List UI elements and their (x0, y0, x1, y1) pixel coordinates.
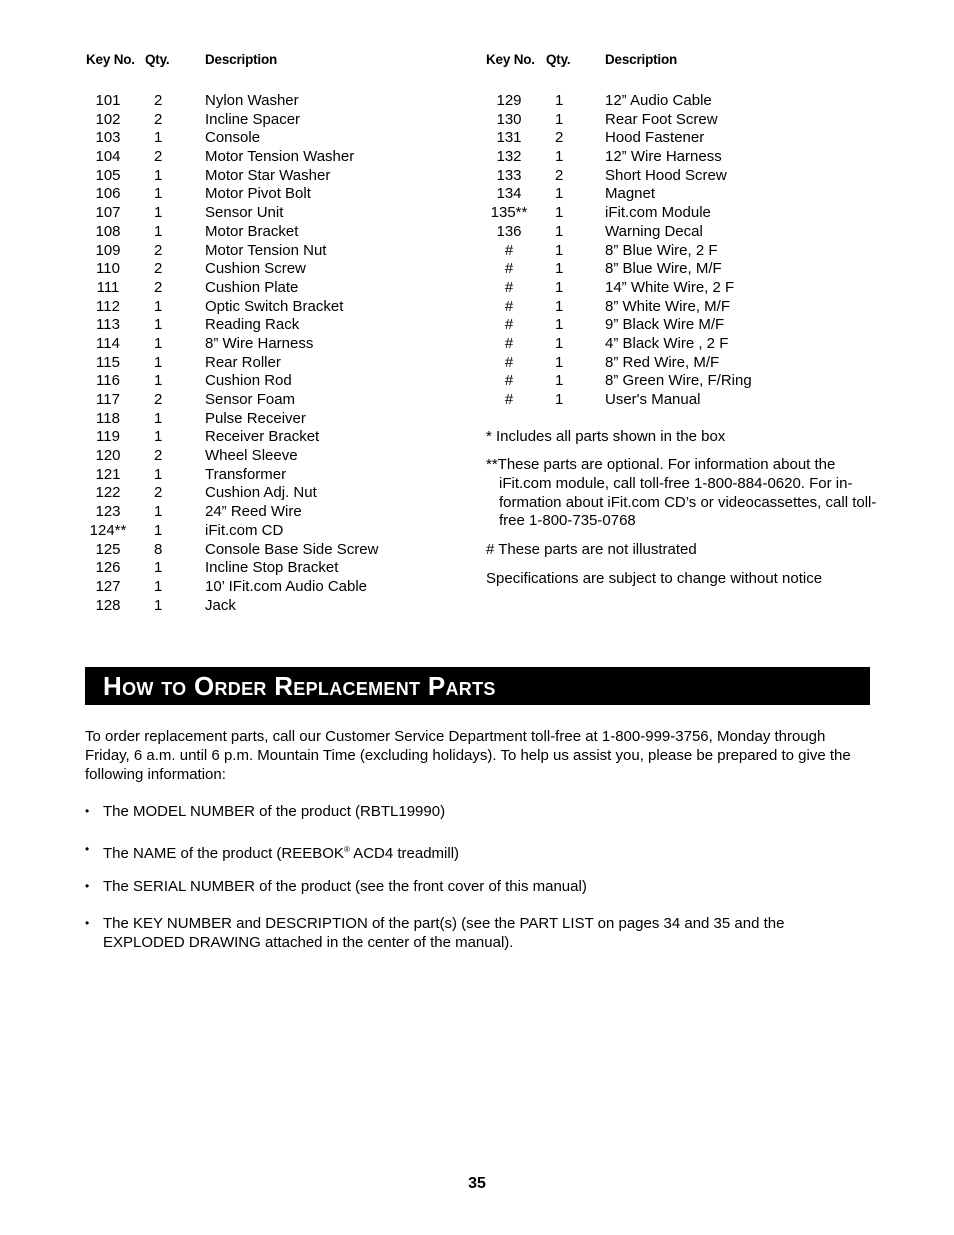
section-banner (85, 667, 870, 705)
part-description: Jack (205, 596, 236, 614)
part-quantity: 1 (154, 596, 163, 614)
part-key-number: # (504, 391, 514, 408)
part-key-number: 114 (96, 334, 120, 352)
part-description: Transformer (205, 465, 287, 483)
part-row (486, 372, 886, 391)
part-key-number: 126 (95, 559, 121, 577)
part-description: 12” Wire Harness (605, 148, 722, 166)
part-row (86, 279, 466, 298)
part-row (86, 428, 466, 447)
part-quantity: 2 (154, 92, 163, 109)
part-key-number: 107 (95, 204, 121, 222)
part-description: Cushion Adj. Nut (205, 484, 317, 502)
part-quantity: 1 (555, 148, 564, 166)
part-description: iFit.com Module (605, 204, 711, 222)
part-description: Warning Decal (605, 222, 703, 240)
part-description: Motor Tension Nut (205, 241, 327, 259)
part-row (86, 447, 466, 466)
part-quantity: 1 (555, 353, 564, 371)
part-row (486, 148, 886, 167)
part-row (86, 391, 466, 410)
part-key-number: 133 (496, 166, 522, 184)
part-quantity: 1 (154, 185, 163, 203)
part-key-number: 106 (95, 185, 121, 203)
part-quantity: 1 (154, 129, 163, 147)
part-description: Cushion Screw (205, 260, 306, 278)
section-title: How to Order Replacement Parts (103, 671, 496, 701)
part-quantity: 1 (555, 185, 564, 203)
part-row (486, 260, 886, 279)
qty-header: Qty. (145, 52, 170, 67)
part-quantity: 2 (154, 241, 163, 259)
bullet-text: The SERIAL NUMBER of the product (see the front cover of this manual) (103, 878, 587, 895)
bullet-text-b: ACD4 treadmill) (349, 845, 460, 862)
part-quantity: 1 (154, 409, 163, 427)
part-key-number: 136 (496, 222, 522, 240)
part-quantity: 1 (555, 92, 564, 109)
part-quantity: 2 (154, 148, 163, 166)
part-quantity: 1 (555, 110, 564, 128)
bullet-text: The MODEL NUMBER of the product (RBTL19990) (103, 803, 446, 820)
part-description: Incline Spacer (205, 110, 301, 128)
description-header: Description (605, 52, 678, 67)
part-row (486, 204, 886, 223)
part-description: 8” Blue Wire, 2 F (605, 241, 718, 259)
parts-list-left (86, 52, 466, 615)
part-description: Cushion Plate (205, 278, 299, 296)
part-row (86, 354, 466, 373)
part-description: 12” Audio Cable (605, 92, 712, 109)
part-row (86, 260, 466, 279)
bullet-dot: • (85, 916, 90, 930)
part-description: 8” White Wire, M/F (605, 297, 731, 315)
part-quantity: 1 (555, 372, 564, 390)
part-key-number: # (504, 297, 514, 315)
page-number: 35 (468, 1175, 486, 1192)
part-key-number: 130 (496, 110, 522, 128)
part-description: Wheel Sleeve (205, 447, 298, 465)
part-row (86, 522, 466, 541)
part-key-number: 121 (95, 465, 121, 483)
part-row (86, 223, 466, 242)
part-key-number: 122 (95, 484, 121, 502)
part-description: Incline Stop Bracket (205, 559, 339, 577)
bullet-text (103, 840, 863, 863)
part-row (86, 484, 466, 503)
part-description: Reading Rack (205, 316, 300, 334)
part-quantity: 1 (154, 428, 163, 446)
note-not-illustrated: # These parts are not illustrated (486, 541, 697, 558)
part-quantity: 1 (154, 503, 163, 521)
part-key-number: 105 (95, 166, 121, 184)
part-key-number: 131 (496, 129, 522, 147)
qty-header: Qty. (546, 52, 571, 67)
part-key-number: # (504, 278, 514, 296)
part-row (486, 335, 886, 354)
description-header: Description (205, 52, 278, 67)
bullet-dot: • (85, 804, 90, 818)
part-row (486, 129, 886, 148)
bullet-text-a: The NAME of the product (REEBOK (103, 845, 344, 862)
part-row (86, 92, 466, 111)
part-quantity: 2 (154, 278, 163, 296)
parts-list-right (486, 52, 886, 410)
part-key-number: 134 (496, 185, 522, 203)
part-row (486, 298, 886, 317)
part-row (86, 559, 466, 578)
part-row (86, 372, 466, 391)
bullet-dot: • (85, 842, 90, 856)
parts-rows-left (86, 92, 466, 615)
part-quantity: 1 (154, 559, 163, 577)
part-quantity: 1 (555, 278, 564, 296)
part-description: Hood Fastener (605, 129, 705, 147)
part-row (86, 335, 466, 354)
part-row (486, 242, 886, 261)
part-quantity: 1 (154, 166, 163, 184)
part-key-number: 120 (95, 447, 121, 465)
key-no-header: Key No. (486, 52, 535, 67)
bullet-text: The KEY NUMBER and DESCRIPTION of the part(s) (see the PART LIST on pages 34 and 35 and the EXPLODED DRAWING attached in the center of the manual). (103, 915, 785, 951)
note-box-contents: * Includes all parts shown in the box (486, 428, 726, 445)
part-row (86, 167, 466, 186)
part-quantity: 1 (154, 297, 163, 315)
part-key-number: # (504, 241, 514, 259)
key-no-header: Key No. (86, 52, 135, 67)
part-description: Motor Pivot Bolt (205, 185, 311, 203)
part-description: 8” Wire Harness (205, 334, 314, 352)
part-key-number: 132 (496, 148, 522, 166)
part-description: Rear Roller (205, 353, 281, 371)
part-quantity: 1 (154, 334, 163, 352)
part-key-number: 109 (95, 241, 121, 259)
part-quantity: 2 (555, 166, 564, 184)
part-row (486, 354, 886, 373)
part-description: Motor Tension Washer (205, 148, 355, 166)
part-quantity: 1 (154, 465, 163, 483)
part-description: Sensor Foam (205, 391, 296, 408)
parts-list-header (486, 52, 886, 72)
part-row (486, 111, 886, 130)
part-row (486, 316, 886, 335)
part-quantity: 1 (154, 204, 163, 222)
part-description: Optic Switch Bracket (205, 297, 344, 315)
part-key-number: 113 (96, 316, 120, 334)
part-description: Nylon Washer (205, 92, 299, 109)
part-key-number: 128 (95, 596, 121, 614)
part-key-number: 101 (95, 92, 121, 109)
part-description: 14” White Wire, 2 F (605, 278, 735, 296)
part-key-number: 111 (96, 278, 120, 296)
part-description: 9” Black Wire M/F (605, 316, 725, 334)
part-row (86, 204, 466, 223)
note-specifications: Specifications are subject to change without notice (486, 570, 823, 587)
part-quantity: 1 (555, 222, 564, 240)
part-row (86, 410, 466, 429)
part-quantity: 1 (154, 222, 163, 240)
bullet-dot: • (85, 879, 90, 893)
part-quantity: 1 (555, 204, 564, 222)
part-description: Console Base Side Screw (205, 540, 379, 558)
part-description: Pulse Receiver (205, 409, 306, 427)
part-key-number: # (504, 316, 514, 334)
part-row (86, 185, 466, 204)
parts-list-header (86, 52, 466, 72)
part-description: Short Hood Screw (605, 166, 727, 184)
part-quantity: 1 (555, 260, 564, 278)
part-description: Sensor Unit (205, 204, 284, 222)
part-description: Magnet (605, 185, 656, 203)
part-row (486, 279, 886, 298)
part-quantity: 8 (154, 540, 163, 558)
parts-rows-right (486, 92, 886, 410)
part-key-number: 115 (96, 353, 120, 371)
part-row (86, 597, 466, 616)
part-description: 10’ IFit.com Audio Cable (205, 577, 368, 595)
part-description: iFit.com CD (205, 521, 284, 539)
part-row (486, 391, 886, 410)
part-row (86, 148, 466, 167)
part-quantity: 1 (154, 521, 163, 539)
part-description: User's Manual (605, 391, 701, 408)
part-quantity: 1 (555, 297, 564, 315)
part-key-number: 123 (95, 503, 121, 521)
part-key-number: 104 (95, 148, 121, 166)
part-key-number: 116 (96, 372, 120, 390)
part-description: Console (205, 129, 261, 147)
part-row (486, 185, 886, 204)
part-key-number: 118 (96, 409, 120, 427)
part-row (86, 503, 466, 522)
ordering-instructions: To order replacement parts, call our Customer Service Department toll-free at 1-800-999-3756, Monday through Friday, 6 a.m. until 6 p.m. Mountain Time (excluding holidays). To help us assist you, please be prepared to give the following information: (85, 728, 851, 783)
part-quantity: 1 (555, 391, 564, 408)
part-key-number: 110 (96, 260, 120, 278)
part-row (86, 316, 466, 335)
part-quantity: 2 (154, 484, 163, 502)
part-quantity: 2 (154, 110, 163, 128)
part-description: Motor Star Washer (205, 166, 331, 184)
part-description: 4” Black Wire , 2 F (605, 334, 729, 352)
part-row (86, 541, 466, 560)
part-row (86, 242, 466, 261)
part-key-number: 135** (490, 204, 528, 222)
part-quantity: 1 (154, 372, 163, 390)
part-key-number: # (504, 372, 514, 390)
part-quantity: 2 (154, 391, 163, 408)
part-quantity: 1 (154, 353, 163, 371)
part-key-number: 103 (95, 129, 121, 147)
part-key-number: 119 (96, 428, 120, 446)
part-quantity: 2 (154, 260, 163, 278)
part-row (86, 129, 466, 148)
part-quantity: 1 (154, 577, 163, 595)
part-key-number: # (504, 353, 514, 371)
part-quantity: 2 (555, 129, 564, 147)
note-optional-parts: **These parts are optional. For information about the iFit.com module, call toll-free 1-800-884-0620. For information about iFit.com CD’s or videocassettes, call toll-free 1-800-735-0768 (486, 456, 877, 530)
part-key-number: 124** (89, 521, 127, 539)
part-quantity: 1 (154, 316, 163, 334)
part-key-number: 112 (96, 297, 120, 315)
part-key-number: 129 (496, 92, 522, 109)
part-description: 8” Red Wire, M/F (605, 353, 720, 371)
part-row (486, 223, 886, 242)
part-quantity: 1 (555, 241, 564, 259)
part-row (86, 578, 466, 597)
part-description: Receiver Bracket (205, 428, 320, 446)
part-description: 24” Reed Wire (205, 503, 302, 521)
part-row (86, 298, 466, 317)
part-key-number: 125 (95, 540, 121, 558)
part-key-number: # (504, 260, 514, 278)
part-description: 8” Blue Wire, M/F (605, 260, 722, 278)
part-description: Motor Bracket (205, 222, 299, 240)
part-key-number: # (504, 334, 514, 352)
part-quantity: 1 (555, 316, 564, 334)
part-row (86, 111, 466, 130)
registered-mark: ® (343, 845, 350, 854)
part-key-number: 102 (95, 110, 121, 128)
part-key-number: 127 (95, 577, 121, 595)
part-quantity: 2 (154, 447, 163, 465)
part-description: 8” Green Wire, F/Ring (605, 372, 752, 390)
part-key-number: 108 (95, 222, 121, 240)
part-quantity: 1 (555, 334, 564, 352)
part-row (486, 167, 886, 186)
part-key-number: 117 (96, 391, 120, 408)
part-row (486, 92, 886, 111)
part-description: Rear Foot Screw (605, 110, 718, 128)
part-description: Cushion Rod (205, 372, 292, 390)
part-row (86, 466, 466, 485)
